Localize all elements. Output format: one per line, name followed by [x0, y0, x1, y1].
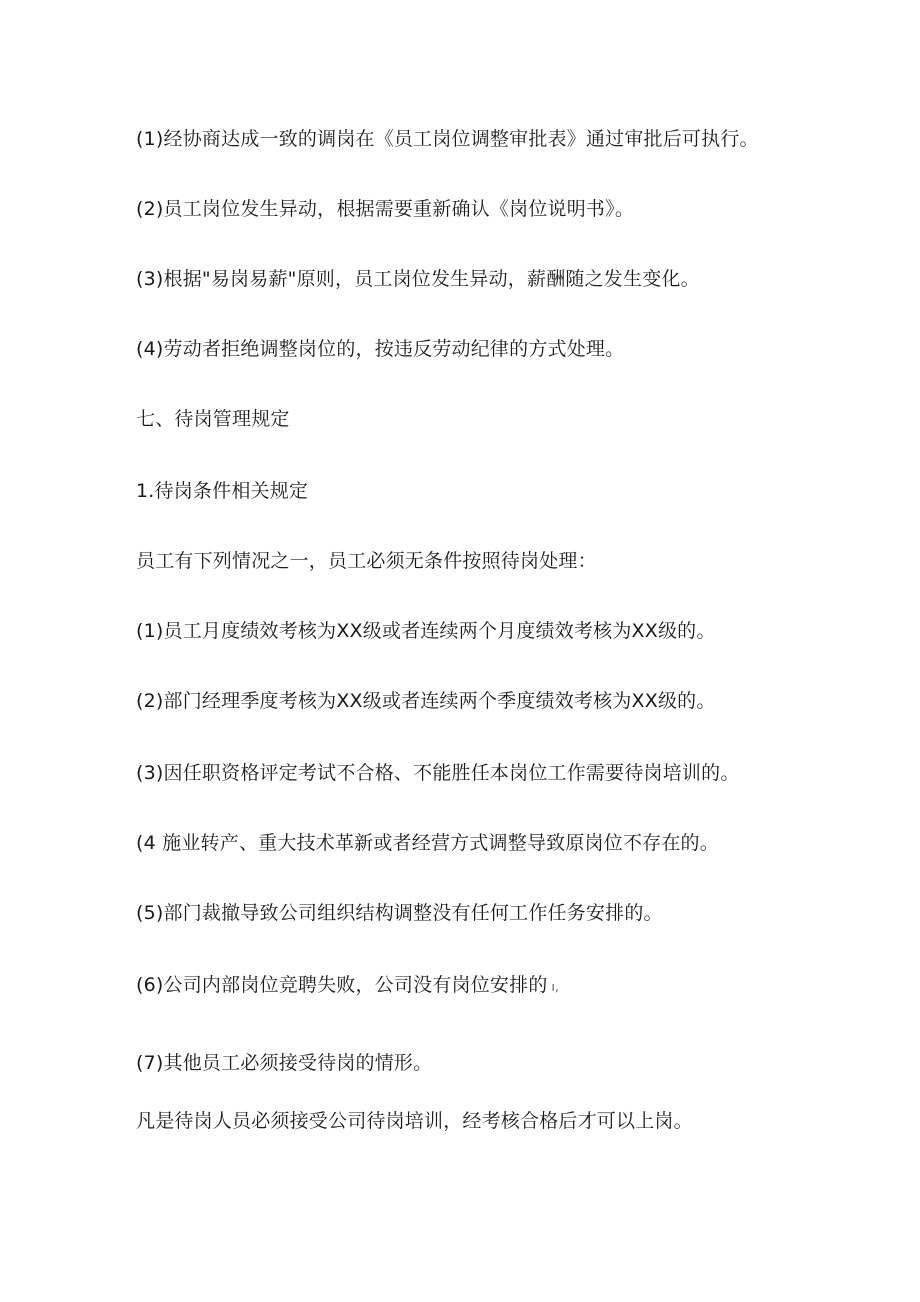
- paragraph-salary-change: (3)根据"易岗易薪"原则，员工岗位发生异动，薪酬随之发生变化。: [136, 268, 700, 290]
- list-item: (7)其他员工必须接受待岗的情形。: [136, 1052, 433, 1074]
- list-item: (4 施业转产、重大技术革新或者经营方式调整导致原岗位不存在的。: [136, 832, 719, 854]
- paragraph-intro: 员工有下列情况之一，员工必须无条件按照待岗处理：: [136, 550, 597, 572]
- paragraph-adjustment-approval: (1)经协商达成一致的调岗在《员工岗位调整审批表》通过审批后可执行。: [136, 128, 759, 150]
- list-item: (1)员工月度绩效考核为XX级或者连续两个月度绩效考核为XX级的。: [136, 620, 716, 642]
- list-item: (3)因任职资格评定考试不合格、不能胜任本岗位工作需要待岗培训的。: [136, 762, 740, 784]
- paragraph-job-description: (2)员工岗位发生异动，根据需要重新确认《岗位说明书》。: [136, 198, 635, 220]
- list-item: [136, 972, 876, 1000]
- stray-mark: ı,: [551, 980, 560, 994]
- paragraph-closing: 凡是待岗人员必须接受公司待岗培训，经考核合格后才可以上岗。: [136, 1110, 693, 1132]
- list-item-text: (6)公司内部岗位竞聘失败，公司没有岗位安排的: [136, 974, 548, 996]
- subsection-heading: 1.待岗条件相关规定: [136, 480, 309, 502]
- section-heading: 七、待岗管理规定: [136, 408, 290, 430]
- paragraph-refusal: (4)劳动者拒绝调整岗位的，按违反劳动纪律的方式处理。: [136, 338, 625, 360]
- list-item: (5)部门裁撤导致公司组织结构调整没有任何工作任务安排的。: [136, 902, 663, 924]
- list-item: (2)部门经理季度考核为XX级或者连续两个季度绩效考核为XX级的。: [136, 690, 716, 712]
